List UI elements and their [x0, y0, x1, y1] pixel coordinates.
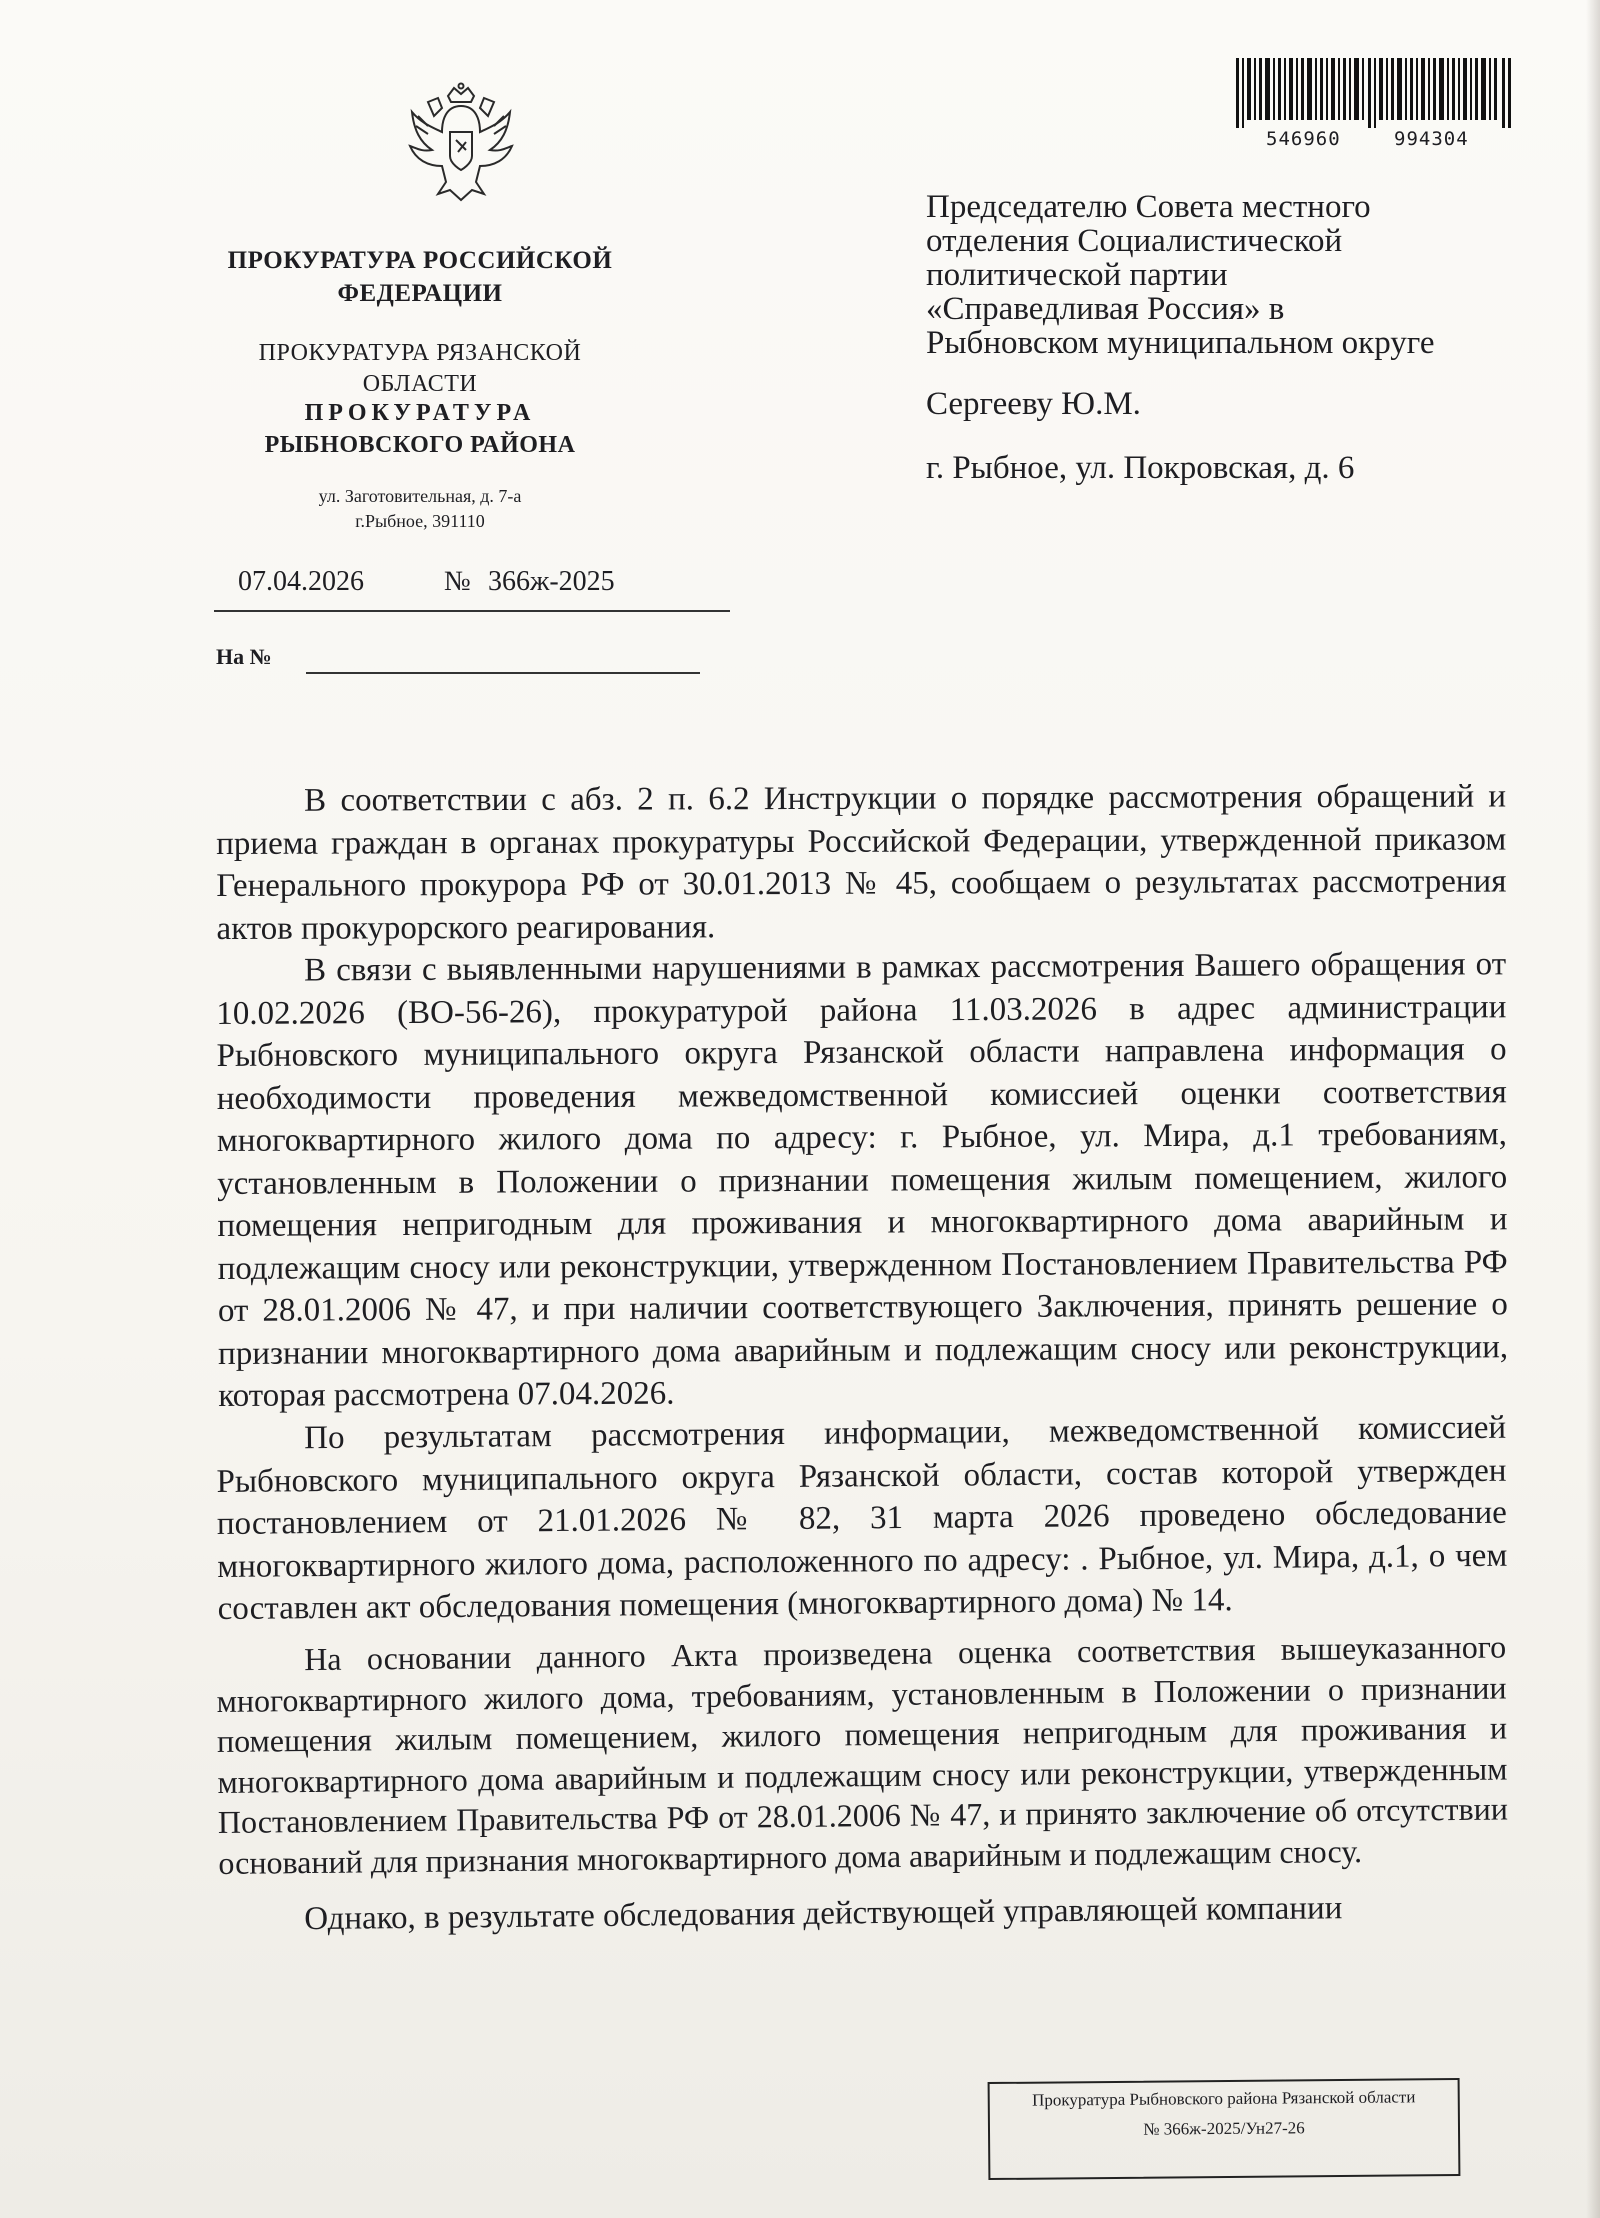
org-name-region: ПРОКУРАТУРА РЯЗАНСКОЙ ОБЛАСТИ [258, 340, 582, 397]
org-address [200, 484, 640, 534]
recipient-line: политической партии [926, 257, 1228, 293]
recipient-title [926, 190, 1590, 360]
barcode-digits-right: 994304 [1394, 128, 1469, 150]
org-name-district-line1: ПРОКУРАТУРА [304, 400, 536, 426]
stamp-org: Прокуратура Рыбновского района Рязанской области [1031, 2087, 1416, 2110]
address-street: ул. Заготовительная, д. 7-а [318, 486, 522, 506]
barcode-digits-left: 546960 [1266, 128, 1341, 150]
barcode-icon [1236, 58, 1512, 128]
body-paragraph: В соответствии с абз. 2 п. 6.2 Инструкции о порядке рассмотрения обращений и приема граждан в органах прокуратуры Российской Федерации, утвержденной приказом Генерального прокурора РФ от 30.01.2013 № 45, сообщаем о результатах рассмотрения актов прокурорского реагирования. [216, 778, 1507, 947]
number-sign: № [444, 566, 471, 597]
recipient-line: Председателю Совета местного [926, 190, 1371, 225]
body-paragraph: В связи с выявленными нарушениями в рамках рассмотрения Вашего обращения от 10.02.2026 (ВО-56-26), прокуратурой района 11.03.2026 в адрес администрации Рыбновского муниципального округа Рязанской области направлена информация о необходимости проведения межведомственной комиссией оценки соответствия многоквартирного жилого дома по адресу: г. Рыбное, ул. Мира, д.1 требованиям, установленным в Положении о признании помещения жилым помещением, жилого помещения непригодным для проживания и многоквартирного дома аварийным и подлежащим сносу или реконструкции, утвержденном Постановлением Правительства РФ от 28.01.2006 № 47, и при наличии соответствующего Заключения, принять решение о признании многоквартирного дома аварийным и подлежащим сносу или реконструкции, которая рассмотрена 07.04.2026. [216, 946, 1509, 1414]
letter-date: 07.04.2026 [238, 566, 364, 597]
recipient-line: Рыбновском муниципальном округе [926, 325, 1435, 360]
body-paragraph: По результатам рассмотрения информации, межведомственной комиссией Рыбновского муниципального округа Рязанской области, состав которой утвержден постановлением от 21.01.2026 № 82, 31 марта 2026 проведено обследование многоквартирного жилого дома, расположенного по адресу: . Рыбное, ул. Мира, д.1, о чем составлен акт обследования помещения (многоквартирного дома) № 14. [216, 1409, 1508, 1627]
registration-stamp [988, 2078, 1461, 2180]
body-paragraph: Однако, в результате обследования действующей управляющей компании [304, 1890, 1343, 1938]
registration-number: 366ж-2025 [488, 566, 615, 597]
reply-to-underline [306, 672, 700, 674]
recipient-line: отделения Социалистической [926, 223, 1343, 259]
recipient-line: «Справедливая Россия» в [926, 291, 1285, 327]
recipient-name: Сергееву Ю.М. [926, 386, 1141, 422]
org-name-main: ПРОКУРАТУРА РОССИЙСКОЙ ФЕДЕРАЦИИ [227, 247, 613, 307]
stamp-number: № 366ж-2025/Ун27-26 [1143, 2118, 1305, 2139]
number-underline [440, 610, 730, 612]
date-underline [214, 610, 440, 612]
letter-body [216, 778, 1509, 1942]
recipient-address: г. Рыбное, ул. Покровская, д. 6 [926, 450, 1355, 486]
address-city: г.Рыбное, 391110 [355, 511, 485, 531]
body-paragraph: На основании данного Акта произведена оценка соответствия вышеуказанного многоквартирного жилого дома, требованиям, установленным в Положении о признании помещения жилым помещением, жилого помещения непригодным для проживания и многоквартирного дома аварийным и подлежащим сносу или реконструкции, утвержденным Постановлением Правительства РФ от 28.01.2006 № 47, и принято заключение об отсутствии оснований для признания многоквартирного дома аварийным и подлежащим сносу. [216, 1628, 1509, 1881]
reply-to-label: На № [216, 644, 272, 669]
coat-of-arms-emblem-icon [398, 82, 524, 208]
org-name-district-line2: РЫБНОВСКОГО РАЙОНА [264, 432, 576, 458]
